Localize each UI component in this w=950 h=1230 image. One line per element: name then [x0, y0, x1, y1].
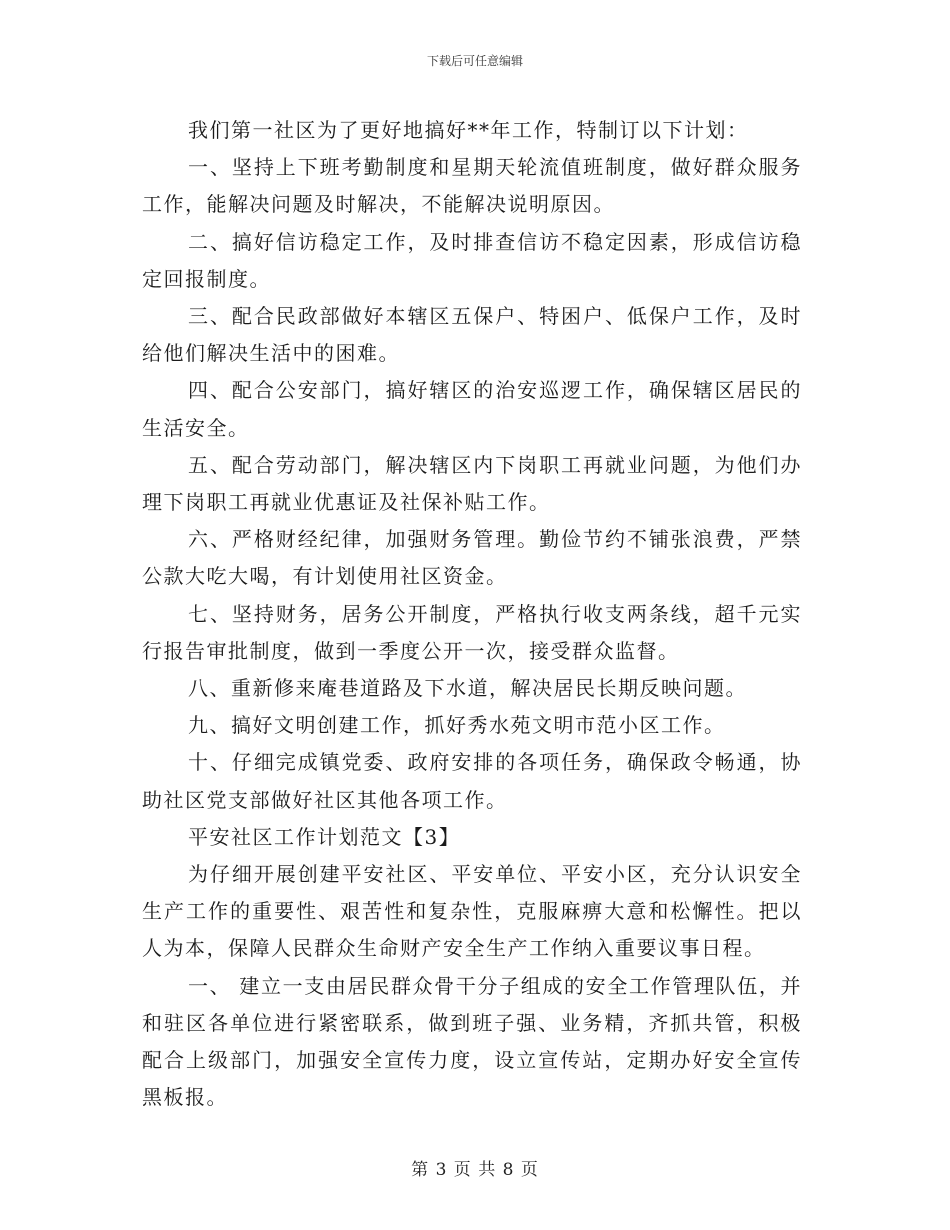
paragraph-item-3: 三、配合民政部做好本辖区五保户、特困户、低保户工作，及时给他们解决生活中的困难。: [142, 304, 802, 366]
page-number-footer: 第 3 页 共 8 页: [411, 1160, 539, 1180]
section-heading: 平安社区工作计划范文【3】: [188, 824, 461, 849]
paragraph-item-7: 七、坚持财务，居务公开制度，严格执行收支两条线，超千元实行报告审批制度，做到一季度公开一次，接受群众监督。: [142, 601, 802, 663]
paragraph-item-9: 九、搞好文明创建工作，抓好秀水苑文明市范小区工作。: [188, 713, 726, 738]
page-header: 下载后可任意编辑: [426, 54, 523, 68]
paragraph-item-6: 六、严格财经纪律，加强财务管理。勤俭节约不铺张浪费，严禁公款大吃大喝，有计划使用社区资金。: [142, 527, 802, 589]
paragraph-item-8: 八、重新修来庵巷道路及下水道，解决居民长期反映问题。: [188, 676, 747, 701]
paragraph-section-item-1: 一、 建立一支由居民群众骨干分子组成的安全工作管理队伍，并和驻区各单位进行紧密联系，做到班子强、业务精，齐抓共管，积极配合上级部门，加强安全宣传力度，设立宣传站，定期办好安全宣传黑板报。: [142, 973, 802, 1110]
paragraph-section-intro: 为仔细开展创建平安社区、平安单位、平安小区，充分认识安全生产工作的重要性、艰苦性和复杂性，克服麻痹大意和松懈性。把以人为本，保障人民群众生命财产安全生产工作纳入重要议事日程。: [142, 862, 802, 961]
paragraph-item-4: 四、配合公安部门，搞好辖区的治安巡逻工作，确保辖区居民的生活安全。: [142, 378, 802, 440]
paragraph-item-10: 十、仔细完成镇党委、政府安排的各项任务，确保政令畅通，协助社区党支部做好社区其他各项工作。: [142, 750, 802, 812]
paragraph-item-5: 五、配合劳动部门，解决辖区内下岗职工再就业问题，为他们办理下岗职工再就业优惠证及社保补贴工作。: [142, 452, 802, 515]
paragraph-item-2: 二、搞好信访稳定工作，及时排查信访不稳定因素，形成信访稳定回报制度。: [142, 229, 802, 291]
paragraph-intro: 我们第一社区为了更好地搞好**年工作，特制订以下计划：: [188, 118, 749, 142]
paragraph-item-1: 一、坚持上下班考勤制度和星期天轮流值班制度，做好群众服务工作，能解决问题及时解决，不能解决说明原因。: [142, 155, 802, 217]
document-body: [142, 112, 802, 1116]
